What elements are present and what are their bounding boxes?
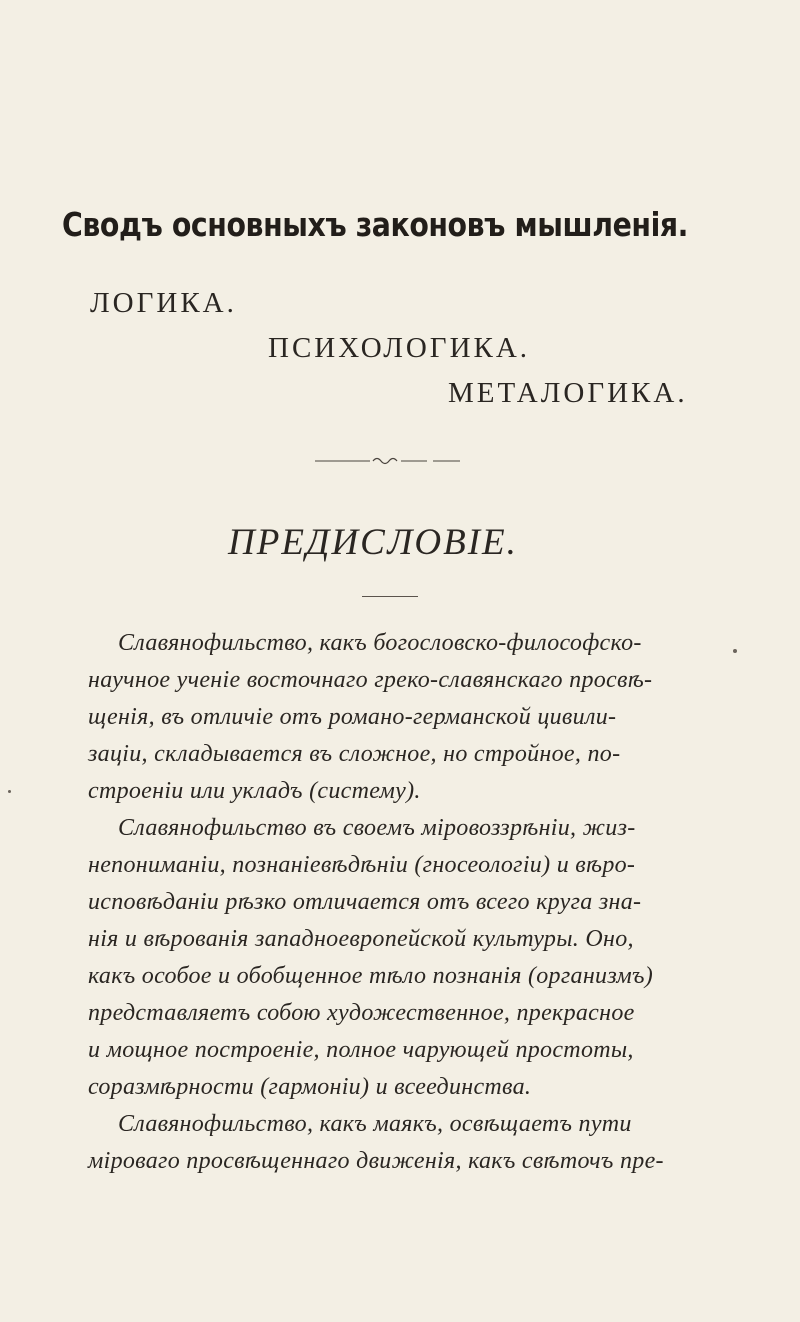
body-line: міроваго просвѣщеннаго движенія, какъ свѣточъ пре- — [88, 1148, 664, 1174]
body-line: какъ особое и обобщенное тѣло познанія (организмъ) — [88, 963, 654, 989]
body-line: научное ученіе восточнаго греко-славянскаго просвѣ- — [88, 667, 653, 693]
body-line: соразмѣрности (гармоніи) и всеединства. — [88, 1074, 532, 1100]
section-title: ПРЕДИСЛОВІЕ. — [228, 522, 518, 563]
body-line: щенія, въ отличіе отъ романо-германской цивили- — [88, 704, 617, 730]
body-line: нія и вѣрованія западноевропейской культуры. Оно, — [88, 926, 634, 952]
subtitle-logic: ЛОГИКА. — [90, 287, 237, 319]
subtitle-metalogic: МЕТАЛОГИКА. — [448, 377, 688, 409]
body-line: заціи, складывается въ сложное, но стройное, по- — [88, 741, 621, 767]
body-line: Славянофильство, какъ богословско-философско- — [118, 630, 642, 656]
body-line: и мощное построеніе, полное чарующей простоты, — [88, 1037, 634, 1063]
subtitle-psychologic: ПСИХОЛОГИКА. — [268, 332, 531, 364]
body-line: непониманіи, познаніевѣдѣніи (гносеологіи) и вѣро- — [88, 852, 636, 878]
body-line: исповѣданіи рѣзко отличается отъ всего круга зна- — [88, 889, 642, 915]
main-title: Сводъ основныхъ законовъ мышленія. — [62, 205, 689, 244]
title-rule — [362, 596, 418, 597]
body-line: строеніи или укладъ (систему). — [88, 778, 421, 804]
ornament-divider — [315, 454, 460, 468]
margin-speck — [733, 649, 737, 653]
body-line: представляетъ собою художественное, прекрасное — [88, 1000, 635, 1026]
body-line: Славянофильство, какъ маякъ, освѣщаетъ пути — [118, 1111, 632, 1137]
margin-speck — [8, 790, 11, 793]
body-line: Славянофильство въ своемъ міровоззрѣніи, жиз- — [118, 815, 636, 841]
